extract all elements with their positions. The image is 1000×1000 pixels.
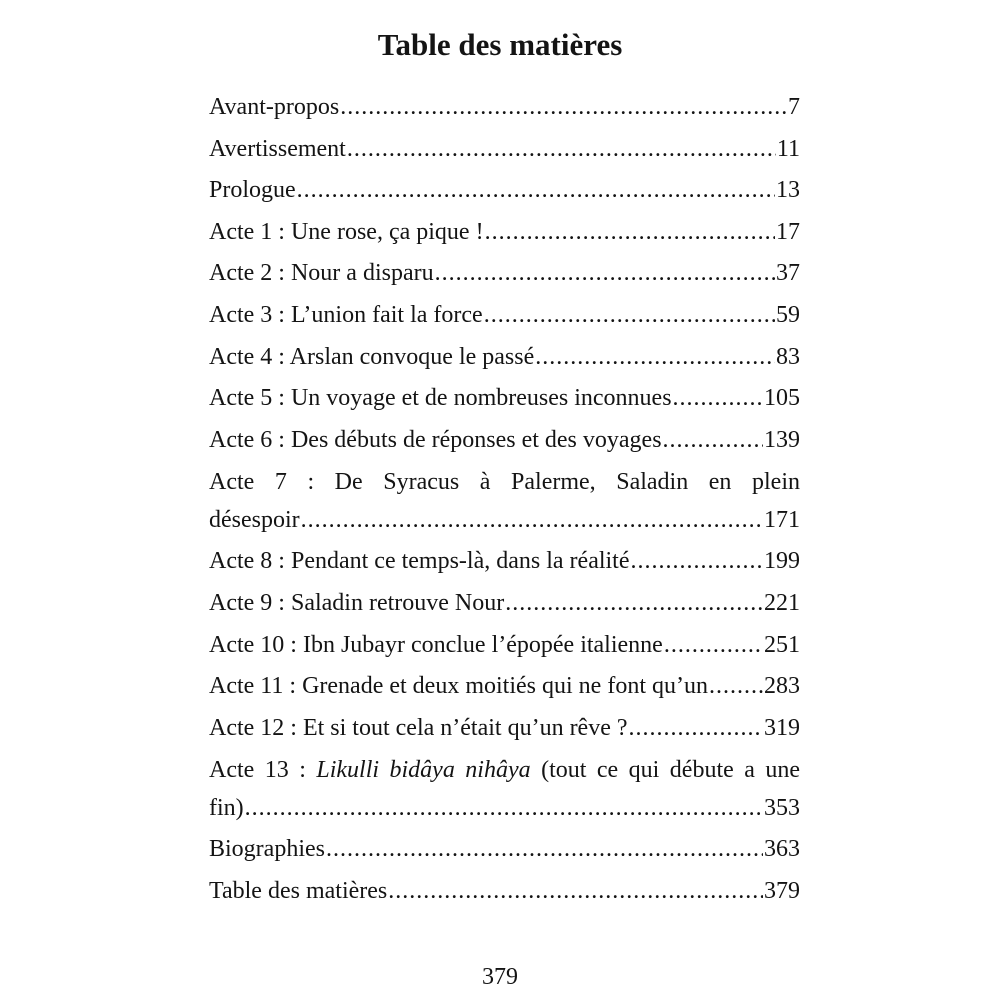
dot-leader: [484, 295, 775, 337]
toc-entry-acte-11: [209, 666, 800, 708]
toc-entry-acte-13: [209, 751, 800, 827]
toc-entry-label: Acte 11 : Grenade et deux moitiés qui ne font qu’un: [209, 673, 708, 700]
toc-entry-page: 17: [776, 218, 800, 245]
toc-entry-page: 251: [764, 631, 800, 658]
toc-entry-label: Avertissement: [209, 135, 346, 162]
toc-entry-acte-4: [209, 337, 800, 379]
page-number: 379: [482, 964, 518, 990]
toc-entry-page: 379: [764, 877, 800, 904]
dot-leader: [485, 212, 775, 254]
toc-entry-avant-propos: [209, 87, 800, 129]
toc-entry-label: Acte 3 : L’union fait la force: [209, 301, 483, 328]
toc-entry-acte-9: [209, 583, 800, 625]
toc-entry-label: Acte 5 : Un voyage et de nombreuses inconnues: [209, 385, 672, 412]
dot-leader: [388, 871, 763, 913]
toc-entry-acte-7: [209, 463, 800, 539]
toc-entry-label-italic: Likulli bidâya nihâya: [316, 757, 531, 784]
dot-leader: [663, 420, 763, 462]
toc-entry-table-des-matieres: [209, 871, 800, 913]
toc-entry-label-prefix: Acte 13 :: [209, 757, 317, 784]
toc-entry-label-line-1: [209, 751, 800, 789]
toc-entry-label: Acte 8 : Pendant ce temps-là, dans la réalité: [209, 548, 630, 575]
toc-entry-page: 171: [764, 507, 800, 534]
toc-entry-label-line-2: désespoir: [209, 507, 300, 534]
toc-entry-acte-5: [209, 378, 800, 420]
toc-entry-page: 59: [776, 301, 800, 328]
toc-entry-label-suffix: (tout ce qui débute a une: [530, 757, 800, 784]
toc-entry-label-line-1: Acte 7 : De Syracus à Palerme, Saladin en plein: [209, 469, 800, 496]
toc-entry-avertissement: [209, 129, 800, 171]
toc-entry-page: 221: [764, 589, 800, 616]
toc-entry-page: 13: [776, 177, 800, 204]
toc-entry-acte-12: [209, 708, 800, 750]
toc-entry-page: 11: [776, 135, 800, 162]
toc-entry-page: 353: [764, 795, 800, 822]
toc-entry-acte-1: [209, 212, 800, 254]
toc-entry-page: 139: [764, 426, 800, 453]
toc-entry-acte-6: [209, 420, 800, 462]
dot-leader: [631, 541, 763, 583]
toc-entry-acte-3: [209, 295, 800, 337]
toc-entry-label-line-2: fin): [209, 795, 244, 822]
toc-entry-label: Acte 1 : Une rose, ça pique !: [209, 218, 484, 245]
toc-entry-prologue: [209, 170, 800, 212]
dot-leader: [301, 501, 763, 539]
toc-entry-page: 105: [764, 385, 800, 412]
toc-entry-page: 7: [788, 94, 800, 120]
toc-entry-page: 283: [764, 673, 800, 700]
dot-leader: [340, 87, 787, 129]
toc-entry-page: 37: [776, 260, 800, 287]
dot-leader: [709, 666, 763, 708]
dot-leader: [245, 789, 763, 827]
dot-leader: [505, 583, 763, 625]
toc-entry-label: Acte 10 : Ibn Jubayr conclue l’épopée italienne: [209, 631, 663, 658]
dot-leader: [435, 253, 775, 295]
dot-leader: [673, 378, 763, 420]
toc-entry-label: Biographies: [209, 836, 325, 863]
dot-leader: [629, 708, 763, 750]
toc-entry-page: 83: [776, 343, 800, 370]
toc-entry-label: Acte 12 : Et si tout cela n’était qu’un rêve ?: [209, 714, 628, 741]
toc-entry-biographies: [209, 829, 800, 871]
toc-entry-acte-2: [209, 253, 800, 295]
dot-leader: [535, 337, 775, 379]
toc-entry-page: 319: [764, 714, 800, 741]
table-of-contents: [209, 87, 800, 913]
toc-entry-label: Avant-propos: [209, 94, 340, 120]
toc-entry-page: 199: [764, 548, 800, 575]
dot-leader: [297, 170, 775, 212]
dot-leader: [664, 625, 763, 667]
toc-entry-label: Acte 4 : Arslan convoque le passé: [209, 343, 535, 370]
page-title: Table des matières: [377, 27, 623, 62]
toc-entry-label: Table des matières: [209, 877, 388, 904]
toc-entry-acte-10: [209, 625, 800, 667]
toc-entry-page: 363: [764, 836, 800, 863]
toc-entry-label: Prologue: [209, 177, 296, 204]
toc-entry-acte-8: [209, 541, 800, 583]
dot-leader: [326, 829, 763, 871]
dot-leader: [347, 129, 776, 171]
toc-entry-label: Acte 2 : Nour a disparu: [209, 260, 434, 287]
toc-entry-label: Acte 9 : Saladin retrouve Nour: [209, 589, 505, 616]
toc-entry-label: Acte 6 : Des débuts de réponses et des voyages: [209, 426, 662, 453]
